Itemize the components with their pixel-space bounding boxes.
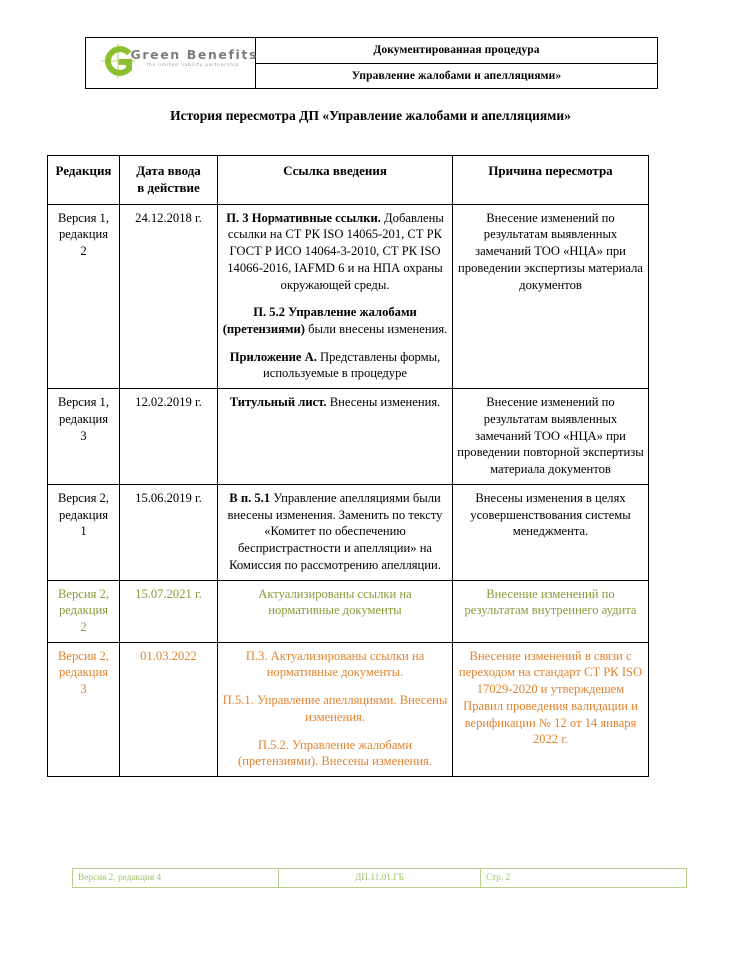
cell-reference [218, 204, 453, 389]
cell-reason: Внесение изменений по результатам выявленных замечаний ТОО «НЦА» при проведении повторной экспертизы материала документов [453, 389, 649, 485]
cell-date: 15.07.2021 г. [120, 580, 218, 642]
reference-rest: Представлены формы, используемые в процедуре [262, 349, 441, 381]
cell-reference [218, 580, 453, 642]
column-header-date-line1: Дата ввода [136, 163, 201, 178]
reference-paragraph [222, 586, 448, 619]
reference-bold: П. 3 Нормативные ссылки. [226, 210, 381, 225]
revision-line2: редакция [58, 507, 109, 522]
revision-line2: редакция [58, 227, 109, 242]
reference-rest: Внесены изменения. [326, 395, 441, 410]
reference-rest: Добавлены ссылки на СТ РК ISO 14065-201, СТ РК ГОСТ Р ИСО 14064-3-2010, СТ РК ISO 14066-2016, IAFMD 6 и на НПА охраны окружающей среды. [227, 210, 444, 292]
table-row [48, 204, 649, 389]
revision-line3: 2 [80, 619, 87, 634]
cell-revision [48, 484, 120, 580]
cell-date: 01.03.2022 [120, 642, 218, 776]
table-row [48, 580, 649, 642]
column-header-date [120, 156, 218, 205]
table-body [48, 204, 649, 777]
green-g-circle-logo-icon [101, 44, 135, 78]
reference-rest: были внесены изменения. [304, 321, 448, 336]
reference-rest: П.3. Актуализированы ссылки на нормативные документы. [245, 648, 425, 680]
table-header-row [48, 156, 649, 205]
cell-revision [48, 204, 120, 389]
reference-paragraph [222, 349, 448, 382]
column-header-reason: Причина пересмотра [453, 156, 649, 205]
cell-reason: Внесение изменений по результатам внутреннего аудита [453, 580, 649, 642]
footer-row [73, 869, 687, 888]
revision-line1: Версия 2, [57, 586, 109, 601]
revision-line3: 3 [80, 428, 87, 443]
reference-rest: Актуализированы ссылки на нормативные документы [258, 586, 412, 618]
reference-bold: В п. 5.1 [229, 490, 271, 505]
revision-line2: редакция [58, 411, 109, 426]
footer-version: Версия 2, редакция 4 [73, 869, 279, 888]
revision-line3: 3 [80, 682, 87, 697]
cell-revision [48, 580, 120, 642]
reference-paragraph [222, 394, 448, 411]
table-row [48, 484, 649, 580]
revision-line1: Версия 2, [57, 490, 109, 505]
document-header-table [85, 37, 658, 89]
reference-paragraph [222, 210, 448, 294]
cell-revision [48, 642, 120, 776]
revision-line3: 1 [80, 524, 87, 539]
cell-reason: Внесены изменения в целях усовершенствования системы менеджмента. [453, 484, 649, 580]
cell-reference [218, 642, 453, 776]
cell-date: 24.12.2018 г. [120, 204, 218, 389]
cell-date: 12.02.2019 г. [120, 389, 218, 485]
table-row [48, 389, 649, 485]
header-doc-name: Управление жалобами и апелляциями» [256, 63, 658, 89]
column-header-date-line2: в действие [137, 180, 200, 196]
header-logo-cell [86, 38, 259, 89]
cell-reference [218, 389, 453, 485]
reference-paragraph [222, 304, 448, 337]
company-logo [95, 41, 259, 81]
cell-date: 15.06.2019 г. [120, 484, 218, 580]
revision-line1: Версия 2, [57, 648, 109, 663]
cell-reason: Внесение изменений по результатам выявленных замечаний ТОО «НЦА» при проведении экспертизы материала документов [453, 204, 649, 389]
reference-bold: Приложение А. [229, 349, 317, 364]
reference-rest: П.5.2. Управление жалобами (претензиями). Внесены изменения. [238, 737, 432, 769]
reference-rest: Управление апелляциями были внесены изменения. Заменить по тексту «Комитет по обеспечению беспристрастности и апелляции» на Комиссия по рассмотрению апелляции. [227, 490, 443, 572]
reference-bold: П. 5.2 Управление жалобами (претензиями) [222, 305, 417, 336]
cell-reason: Внесение изменений в связи с переходом на стандарт СТ РК ISO 17029-2020 и утверждешем Правил проведения валидации и верификации № 12 от 14 января 2022 г. [453, 642, 649, 776]
reference-paragraph [222, 648, 448, 681]
revision-line2: редакция [58, 665, 109, 680]
reference-bold: Титульный лист. [229, 395, 327, 410]
table-row [48, 642, 649, 776]
revision-line1: Версия 1, [57, 395, 109, 410]
reference-paragraph [222, 737, 448, 770]
page-title: История пересмотра ДП «Управление жалобами и апелляциями» [170, 108, 571, 123]
reference-rest: П.5.1. Управление апелляциями. Внесены изменения. [222, 693, 448, 724]
logo-company-name: Green Benefits [130, 46, 259, 62]
column-header-reference: Ссылка введения [218, 156, 453, 205]
revision-line3: 2 [80, 244, 87, 259]
column-header-revision: Редакция [48, 156, 120, 205]
reference-paragraph [222, 692, 448, 725]
header-doc-type: Документированная процедура [256, 38, 658, 64]
footer-doc-code: ДП.11.01.ГБ [279, 869, 481, 888]
revision-line2: редакция [58, 603, 109, 618]
logo-tagline: the limited liability partnership [146, 62, 239, 68]
footer-page-number: Стр. 2 [481, 869, 687, 888]
revision-history-table [47, 155, 649, 777]
cell-revision [48, 389, 120, 485]
document-footer-table [72, 868, 687, 888]
cell-reference [218, 484, 453, 580]
reference-paragraph [222, 490, 448, 574]
revision-line1: Версия 1, [57, 210, 109, 225]
